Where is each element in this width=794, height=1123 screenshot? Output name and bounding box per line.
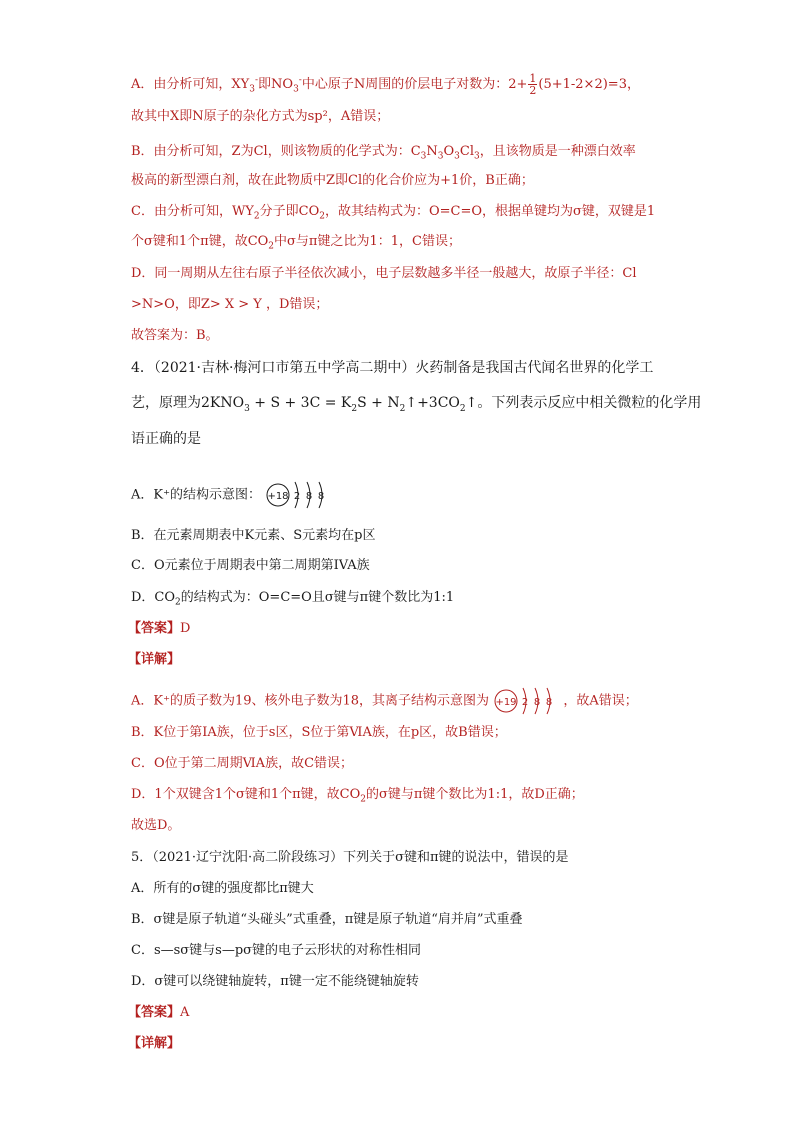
- q4-option-c: C．O元素位于周期表中第二周期第IVA族: [131, 558, 370, 573]
- subscript: 3: [437, 151, 444, 162]
- text: N: [426, 144, 438, 159]
- explain-a-line2: 故其中X即N原子的杂化方式为sp²，A错误；: [131, 109, 390, 124]
- text: C．由分析可知，WY: [131, 204, 254, 219]
- q5-option-d: D．σ键可以绕键轴旋转，π键一定不能绕键轴旋转: [131, 974, 419, 989]
- explain4-b: B．K位于第ⅠA族，位于s区，S位于第ⅥA族，在p区，故B错误；: [131, 725, 507, 740]
- explain-c-line2: 个σ键和1个π键，故$CO_2$中σ与π键之比为1：1，C错误；: [131, 234, 461, 252]
- equation-text: + S + 3C = K: [249, 395, 352, 411]
- text: Cl: [459, 144, 474, 159]
- text: 的结构式为：O=C=O且σ键与π键个数比为1:1: [180, 590, 455, 605]
- shell-3-label: 8: [546, 697, 553, 708]
- q5-option-c: C．s—sσ键与s—pσ键的电子云形状的对称性相同: [131, 943, 422, 958]
- text: ，故其结构式为：O=C=O，根据单键均为σ键，双键是1: [324, 204, 656, 219]
- q5-option-b: B．σ键是原子轨道“头碰头”式重叠，π键是原子轨道“肩并肩”式重叠: [131, 912, 523, 927]
- nucleus-label: +18: [267, 491, 289, 502]
- text: 中σ与π键之比为1：1，C错误；: [274, 234, 461, 249]
- shell-2-label: 8: [534, 697, 541, 708]
- text: 分子即CO: [259, 204, 320, 219]
- question-4-line2: 艺，原理为$2KNO_3 + S + 3C = K_2S$ + $N_2↑+3CO_2↑$。下列表示反应中相关微粒的化学用: [131, 395, 702, 414]
- explain-a-line1: A．由分析可知，$XY_3^-$即$NO_3^-$中心原子N周围的价层电子对数为：2+ $\frac{1}{2}$ (5+1-2×2)=3，: [131, 72, 640, 97]
- shell-2-label: 8: [305, 491, 313, 502]
- detail-tag: 【详解】: [128, 1036, 181, 1051]
- detail-tag-4: [128, 651, 180, 669]
- text: 。下列表示反应中相关微粒的化学用: [477, 395, 702, 411]
- text: (5+1-2×2)=3，: [538, 77, 640, 92]
- text: 个σ键和1个π键，故CO: [131, 234, 269, 249]
- fraction-numerator: 1: [529, 72, 537, 85]
- answer-4: [128, 620, 190, 638]
- question-4-line3: 语正确的是: [131, 431, 201, 447]
- nucleus-label: +19: [495, 697, 517, 708]
- explain4-end: 故选D。: [131, 818, 181, 833]
- answer-q3: 故答案为：B。: [131, 328, 219, 343]
- detail-tag-5: [128, 1035, 180, 1053]
- explain4-c: C．O位于第二周期ⅥA族，故C错误；: [131, 756, 354, 771]
- answer-tag: 【答案】: [128, 1005, 181, 1020]
- subscript: 3: [454, 151, 460, 162]
- shell-1-label: 2: [293, 491, 301, 502]
- equation-text: ↑: [465, 395, 478, 411]
- q4-option-d: D．$CO_2$的结构式为：O=C=O且σ键与π键个数比为1:1: [131, 590, 455, 608]
- k-ion-structure-diagram: [265, 478, 331, 512]
- text: A．K⁺的质子数为19、核外电子数为18，其离子结构示意图为: [131, 693, 490, 709]
- shell-1-label: 2: [522, 697, 529, 708]
- subscript: 3: [420, 151, 427, 162]
- text: O: [443, 144, 455, 159]
- text: ，故A错误；: [563, 693, 638, 709]
- text: B．由分析可知，Z为Cl，则该物质的化学式为：C: [131, 144, 421, 159]
- subscript: 3: [474, 151, 480, 162]
- text: 艺，原理为2KNO: [131, 395, 245, 411]
- answer-value: D: [180, 621, 191, 636]
- equation-text: S + N: [357, 395, 400, 411]
- k-ion-structure-diagram-2: [493, 684, 559, 718]
- question-5: 5．（2021·辽宁沈阳·高二阶段练习）下列关于σ键和π键的说法中，错误的是: [131, 850, 569, 865]
- explain4-d: D．1个双键含1个σ键和1个π键，故$CO_2$的σ键与π键个数比为1:1，故D正确；: [131, 787, 584, 805]
- question-4-line1: 4．（2021·吉林·梅河口市第五中学高二期中）火药制备是我国古代闻名世界的化学工: [131, 360, 654, 376]
- text: D．CO: [131, 590, 176, 605]
- shell-3-label: 8: [317, 491, 325, 502]
- explain-d-line2: >N>O，即Z> X > Y ，D错误；: [131, 297, 329, 312]
- answer-tag: 【答案】: [128, 621, 181, 636]
- detail-tag: 【详解】: [128, 652, 181, 667]
- text: A．由分析可知，XY: [131, 77, 250, 92]
- fraction: [528, 73, 537, 96]
- q4-option-b: B．在元素周期表中K元素、S元素均在p区: [131, 528, 376, 543]
- explain-b-line1: [131, 143, 636, 161]
- explain4-a: [131, 684, 638, 718]
- text: D．1个双键含1个σ键和1个π键，故CO: [131, 787, 361, 802]
- text: A．K⁺的结构示意图：: [131, 487, 261, 503]
- text: ，且该物质是一种漂白效率: [479, 144, 636, 159]
- fraction-denominator: 2: [529, 84, 537, 97]
- answer-value: A: [180, 1005, 190, 1020]
- text: 即NO: [258, 77, 294, 92]
- explain-d-line1: D．同一周期从左往右原子半径依次减小，电子层数越多半径一般越大，故原子半径：Cl: [131, 266, 637, 281]
- q5-option-a: A．所有的σ键的强度都比π键大: [131, 881, 314, 896]
- explain-c-line1: C．由分析可知，$WY_2$分子即$CO_2$，故其结构式为：O=C=O，根据单键均为σ键，双键是1: [131, 204, 656, 222]
- explain-b-line2: 极高的新型漂白剂，故在此物质中Z即Cl的化合价应为+1价，B正确；: [131, 173, 534, 188]
- q4-option-a: [131, 478, 331, 512]
- text: 的σ键与π键个数比为1:1，故D正确；: [366, 787, 584, 802]
- text: 中心原子N周围的价层电子对数为：2+: [301, 77, 528, 92]
- answer-5: [128, 1004, 189, 1022]
- equation-text: ↑+3CO: [405, 395, 460, 411]
